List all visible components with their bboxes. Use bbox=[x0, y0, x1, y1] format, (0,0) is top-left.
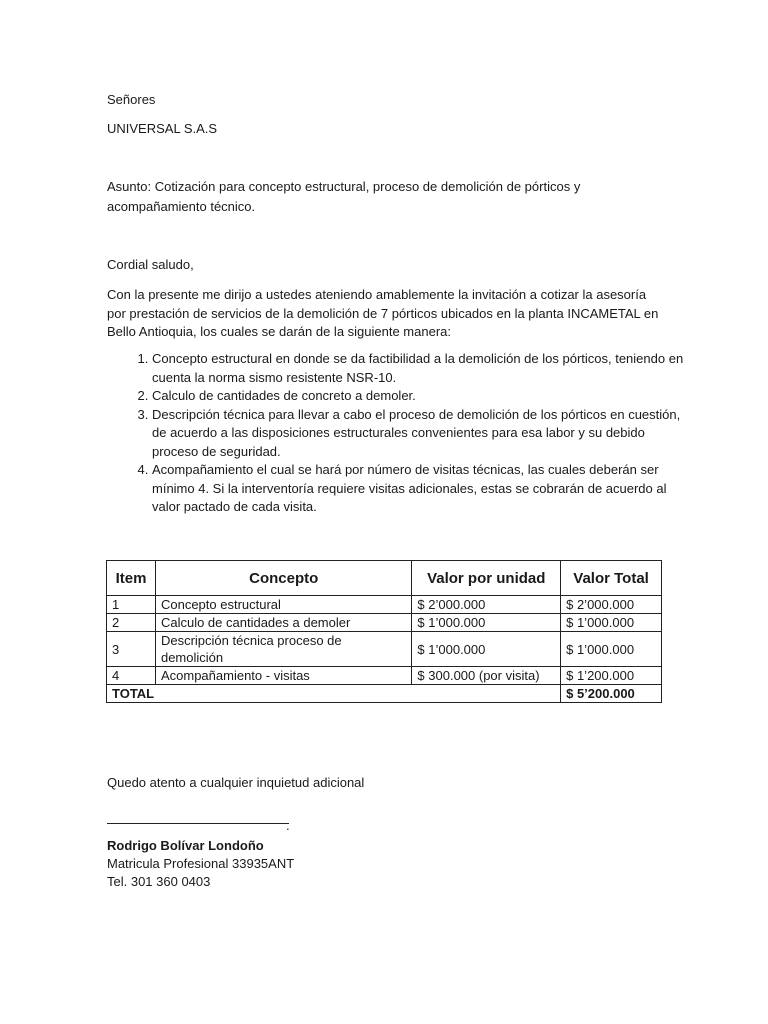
cell-total-value: $ 1’000.000 bbox=[561, 614, 662, 632]
salutation: Señores bbox=[107, 92, 156, 107]
cell-item: 2 bbox=[107, 614, 156, 632]
requirements-list bbox=[107, 350, 692, 517]
signature-line bbox=[107, 823, 289, 824]
cell-total-value: $ 1’000.000 bbox=[561, 632, 662, 667]
total-label: TOTAL bbox=[107, 685, 561, 703]
quote-table bbox=[106, 560, 662, 703]
company-name: UNIVERSAL S.A.S bbox=[107, 121, 218, 136]
cell-item: 3 bbox=[107, 632, 156, 667]
cell-unit-value: $ 2’000.000 bbox=[412, 596, 561, 614]
list-item: 3. Descripción técnica para llevar a cabo el proceso de demolición de los pórticos en cuestión, de acuerdo a las disposiciones estructurales convenientes para esa labor y su debido proceso de seguridad. bbox=[152, 406, 692, 462]
list-item: 4. Acompañamiento el cual se hará por número de visitas técnicas, las cuales deberán ser mínimo 4. Si la interventoría requiere visitas adicionales, estas se cobrarán de acuerdo al valor pactado de cada visita. bbox=[152, 461, 692, 517]
intro-paragraph: Con la presente me dirijo a ustedes ateniendo amablemente la invitación a cotizar la asesoría por prestación de servicios de la demolición de 7 pórticos ubicados en la planta INCAMETAL en Bello Antioquia, los cuales se darán de la siguiente manera: bbox=[107, 287, 659, 339]
closing-line: Quedo atento a cualquier inquietud adicional bbox=[107, 775, 365, 790]
table-total-row bbox=[107, 685, 662, 703]
cell-concept: Acompañamiento - visitas bbox=[155, 667, 411, 685]
subject-line-1: Asunto: Cotización para concepto estructural, proceso de demolición de pórticos y bbox=[107, 179, 581, 194]
header-total-value: Valor Total bbox=[561, 561, 662, 596]
header-unit-value: Valor por unidad bbox=[412, 561, 561, 596]
header-concept: Concepto bbox=[155, 561, 411, 596]
list-item: 1. Concepto estructural en donde se da factibilidad a la demolición de los pórticos, teniendo en cuenta la norma sismo resistente NSR-10. bbox=[152, 350, 692, 387]
cell-item: 1 bbox=[107, 596, 156, 614]
signer-phone: Tel. 301 360 0403 bbox=[107, 874, 211, 889]
cell-unit-value: $ 300.000 (por visita) bbox=[412, 667, 561, 685]
total-value: $ 5’200.000 bbox=[561, 685, 662, 703]
signer-license: Matricula Profesional 33935ANT bbox=[107, 856, 295, 871]
table-row bbox=[107, 614, 662, 632]
signature-dot: . bbox=[286, 818, 290, 833]
cell-concept: Descripción técnica proceso de demolición bbox=[155, 632, 411, 667]
cell-unit-value: $ 1’000.000 bbox=[412, 632, 561, 667]
cell-item: 4 bbox=[107, 667, 156, 685]
table-row bbox=[107, 632, 662, 667]
cell-concept: Calculo de cantidades a demoler bbox=[155, 614, 411, 632]
cell-unit-value: $ 1’000.000 bbox=[412, 614, 561, 632]
greeting: Cordial saludo, bbox=[107, 257, 194, 272]
list-item: 2. Calculo de cantidades de concreto a demoler. bbox=[152, 387, 692, 406]
cell-concept: Concepto estructural bbox=[155, 596, 411, 614]
table-row bbox=[107, 596, 662, 614]
subject-line-2: acompañamiento técnico. bbox=[107, 199, 256, 214]
table-header-row bbox=[107, 561, 662, 596]
table-row bbox=[107, 667, 662, 685]
header-item: Item bbox=[107, 561, 156, 596]
cell-total-value: $ 2’000.000 bbox=[561, 596, 662, 614]
cell-total-value: $ 1’200.000 bbox=[561, 667, 662, 685]
signer-name: Rodrigo Bolívar Londoño bbox=[107, 838, 264, 853]
